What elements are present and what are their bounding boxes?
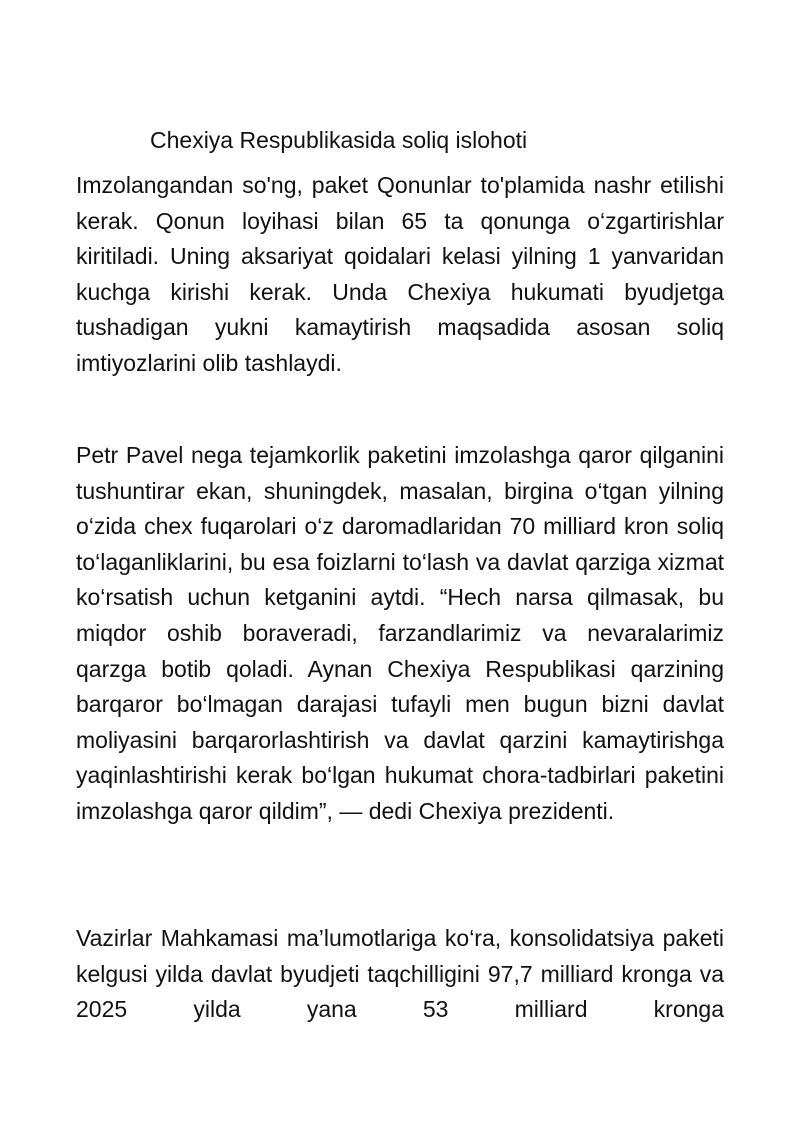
paragraph-1: Imzolangandan so'ng, paket Qonunlar to'plamida nashr etilishi kerak. Qonun loyihasi bilan 65 ta qonunga o‘zgartirishlar kiritiladi. Uning aksariyat qoidalari kelasi yilning 1 yanvaridan kuchga kirishi kerak. Unda Chexiya hukumati byudjetga tushadigan yukni kamaytirish maqsadida asosan soliq imtiyozlarini olib tashlaydi. [76, 172, 724, 376]
paragraph-3: Vazirlar Mahkamasi ma’lumotlariga ko‘ra, konsolidatsiya paketi kelgusi yilda davlat byudjeti taqchilligini 97,7 milliard kronga va 2025 yilda yana 53 milliard kronga [76, 925, 724, 1023]
paragraph-2: Petr Pavel nega tejamkorlik paketini imzolashga qaror qilganini tushuntirar ekan, shuningdek, masalan, birgina o‘tgan yilning o‘zida chex fuqarolari o‘z daromadlaridan 70 milliard kron soliq to‘laganliklarini, bu esa foizlarni to‘lash va davlat qarziga xizmat ko‘rsatish uchun ketganini aytdi. “Hech narsa qilmasak, bu miqdor oshib boraveradi, farzandlarimiz va nevaralarimiz qarzga botib qoladi. Aynan Chexiya Respublikasi qarzining barqaror bo‘lmagan darajasi tufayli men bugun bizni davlat moliyasini barqarorlashtirish va davlat qarzini kamaytirishga yaqinlashtirishi kerak bo‘lgan hukumat chora-tadbirlari paketini imzolashga qaror qildim”, — dedi Chexiya prezidenti. [76, 442, 724, 824]
document-title: Chexiya Respublikasida soliq islohoti [150, 127, 528, 153]
